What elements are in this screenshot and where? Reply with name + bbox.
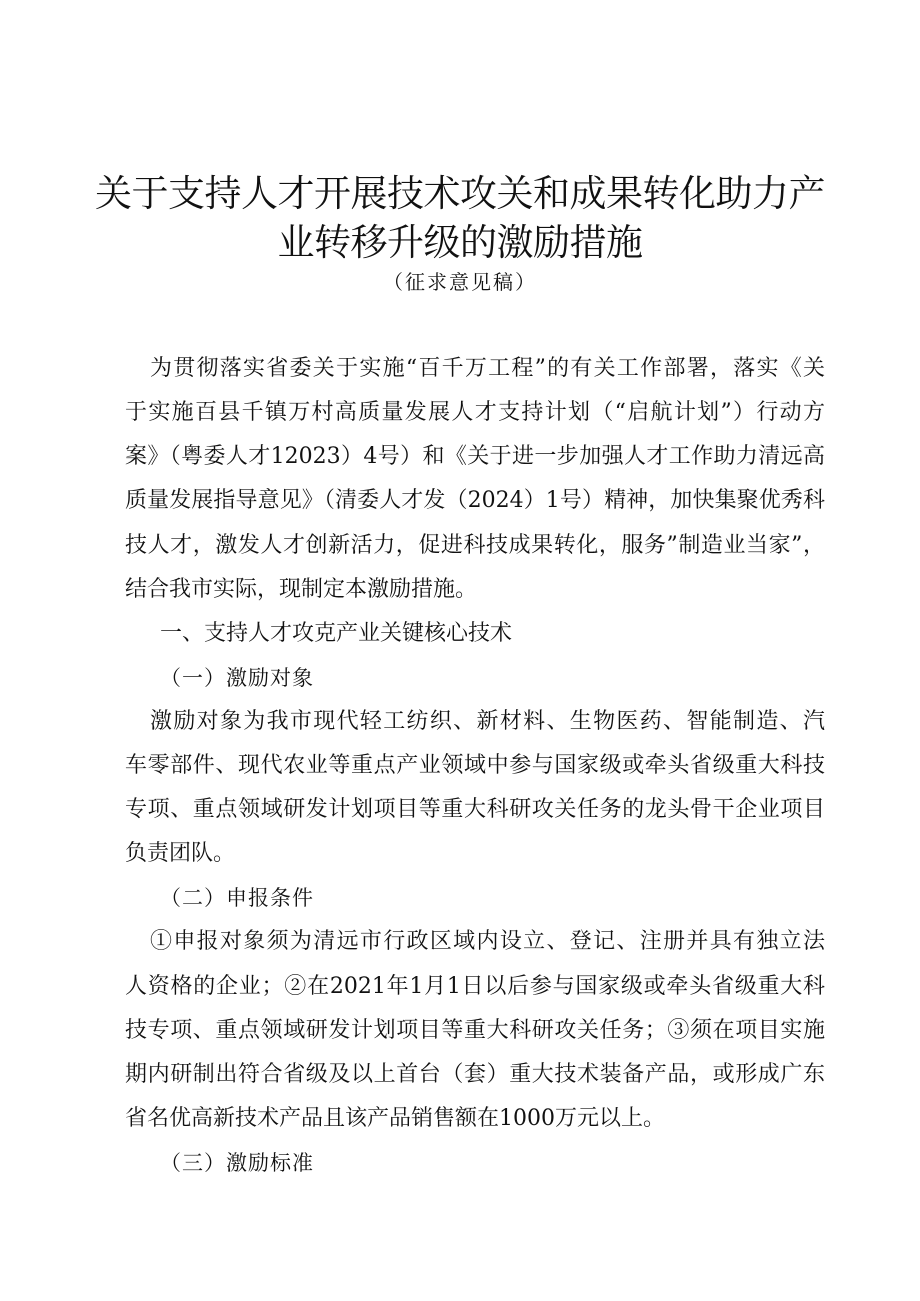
document-title-line-2: 业转移升级的激励措施 [277, 221, 643, 264]
subsection-3-heading: （三）激励标准 [160, 1151, 314, 1175]
paragraph-line: 人资格的企业；②在2021年1月1日以后参与国家级或牵头省级重大科 [125, 974, 825, 999]
paragraph-line: 省名优高新技术产品且该产品销售额在1000万元以上。 [125, 1106, 665, 1131]
document-title-line-1: 关于支持人才开展技术攻关和成果转化助力产 [95, 172, 825, 215]
paragraph-line: 技人才，激发人才创新活力，促进科技成果转化，服务”制造业当家”， [125, 533, 825, 558]
paragraph-line: 质量发展指导意见》（清委人才发（2024）1号）精神，加快集聚优秀科 [125, 488, 825, 513]
paragraph-line: 结合我市实际，现制定本激励措施。 [125, 577, 478, 602]
paragraph-line: 于实施百县千镇万村高质量发展人才支持计划（“启航计划”）行动方 [125, 400, 825, 425]
section-1-heading: 一、支持人才攻克产业关键核心技术 [160, 621, 513, 646]
paragraph-line: 技专项、重点领域研发计划项目等重大科研攻关任务；③须在项目实施 [125, 1018, 825, 1043]
document-subtitle: （征求意见稿） [383, 270, 537, 294]
paragraph-line: 案》（粤委人才12023）4号）和《关于进一步加强人才工作助力清远高 [125, 444, 825, 469]
subsection-2-heading: （二）申报条件 [160, 886, 314, 910]
subsection-1-heading: （一）激励对象 [160, 666, 314, 690]
paragraph-line: 专项、重点领域研发计划项目等重大科研攻关任务的龙头骨干企业项目 [125, 797, 825, 822]
paragraph-line: 为贯彻落实省委关于实施“百千万工程”的有关工作部署，落实《关 [150, 356, 825, 381]
paragraph-line: 负责团队。 [125, 841, 236, 866]
paragraph-line: 期内研制出符合省级及以上首台（套）重大技术装备产品，或形成广东 [125, 1062, 825, 1087]
paragraph-line: 激励对象为我市现代轻工纺织、新材料、生物医药、智能制造、汽 [150, 709, 825, 734]
paragraph-line: ①申报对象须为清远市行政区域内设立、登记、注册并具有独立法 [150, 929, 825, 954]
paragraph-line: 车零部件、现代农业等重点产业领域中参与国家级或牵头省级重大科技 [125, 753, 825, 778]
